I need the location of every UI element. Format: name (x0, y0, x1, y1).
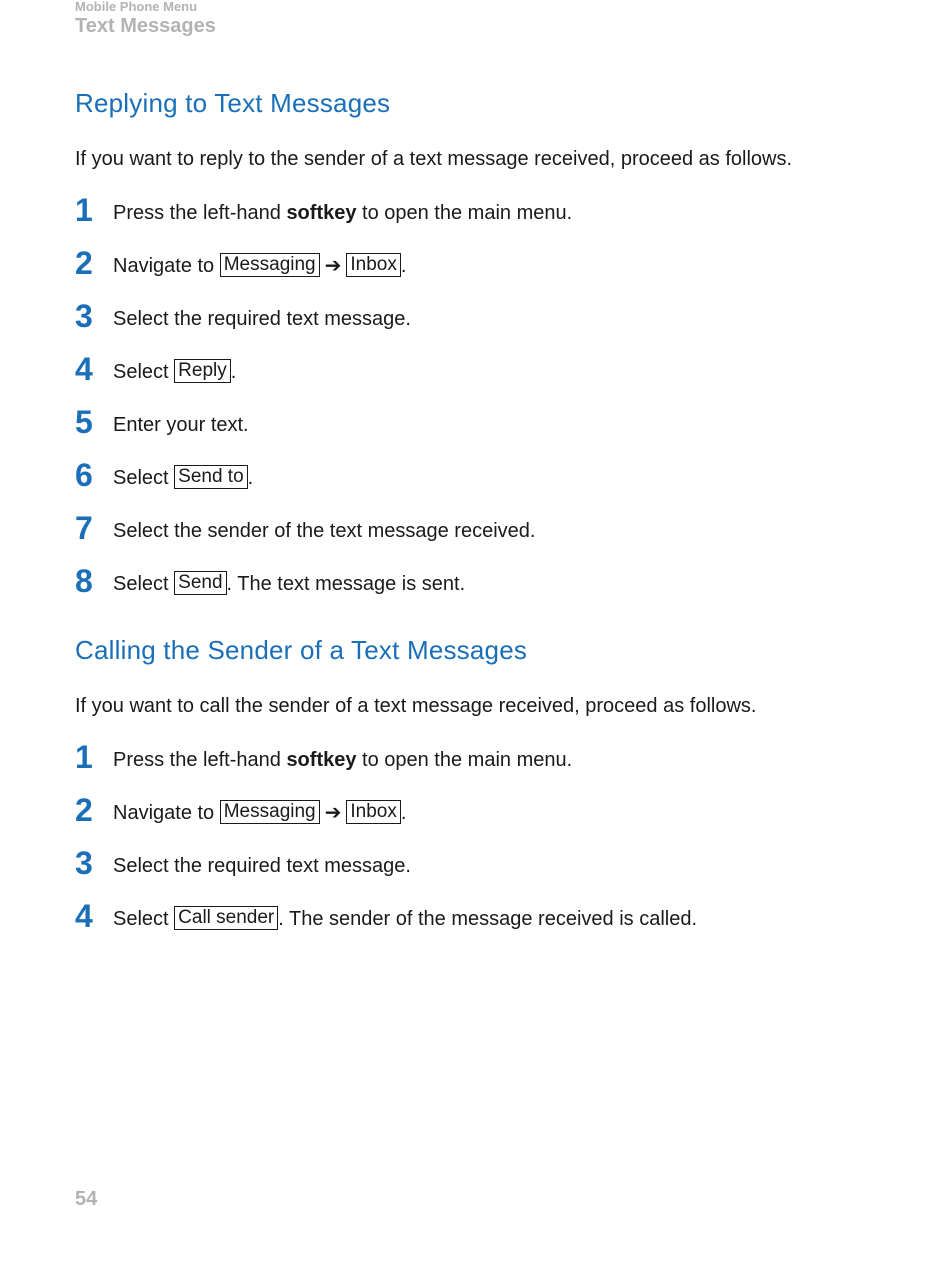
step-text: Select the sender of the text message received. (113, 520, 536, 542)
step-text: Navigate to Messaging ➔ Inbox . (113, 801, 407, 824)
step-text: Select Send . The text message is sent. (113, 572, 466, 595)
step-item (75, 846, 895, 880)
section-replying (75, 88, 895, 599)
step-text: Select the required text message. (113, 308, 411, 330)
menu-key-send-to: Send to (174, 465, 248, 489)
menu-key-inbox: Inbox (346, 800, 400, 824)
menu-key-reply: Reply (174, 359, 231, 383)
running-header-kicker: Mobile Phone Menu (75, 0, 198, 14)
step-item (75, 352, 895, 386)
running-header-title: Text Messages (75, 15, 216, 37)
menu-key-messaging: Messaging (220, 253, 320, 277)
step-item (75, 899, 895, 933)
step-number: 3 (75, 845, 93, 881)
arrow-right-icon: ➔ (324, 802, 342, 824)
softkey-label: softkey (286, 749, 357, 771)
section-calling-sender (75, 635, 895, 934)
step-text: Navigate to Messaging ➔ Inbox . (113, 254, 407, 277)
arrow-right-icon: ➔ (324, 255, 342, 277)
step-number: 1 (75, 739, 93, 775)
step-item (75, 246, 895, 280)
step-item (75, 740, 895, 774)
step-number: 4 (75, 351, 93, 387)
step-text: Select Reply . (113, 360, 237, 383)
section-intro: If you want to reply to the sender of a text message received, proceed as follows. (75, 148, 793, 170)
step-number: 2 (75, 245, 93, 281)
step-item (75, 564, 895, 598)
section-intro: If you want to call the sender of a text message received, proceed as follows. (75, 695, 757, 717)
step-item (75, 458, 895, 492)
step-item (75, 511, 895, 545)
page-number: 54 (75, 1188, 98, 1210)
step-number: 5 (75, 404, 93, 440)
step-text: Enter your text. (113, 414, 249, 436)
step-text: Select the required text message. (113, 855, 411, 877)
step-text: Select Call sender . The sender of the message received is called. (113, 907, 698, 930)
step-number: 8 (75, 563, 93, 599)
menu-key-call-sender: Call sender (174, 906, 278, 930)
step-number: 7 (75, 510, 93, 546)
step-item (75, 193, 895, 227)
step-number: 6 (75, 457, 93, 493)
step-number: 2 (75, 792, 93, 828)
step-item (75, 299, 895, 333)
step-text: Press the left-hand softkey to open the main menu. (113, 749, 573, 771)
step-text: Press the left-hand softkey to open the main menu. (113, 202, 573, 224)
step-text: Select Send to . (113, 466, 254, 489)
step-number: 4 (75, 898, 93, 934)
softkey-label: softkey (286, 202, 357, 224)
menu-key-send: Send (174, 571, 226, 595)
step-number: 1 (75, 192, 93, 228)
section-heading: Replying to Text Messages (75, 88, 391, 118)
step-item (75, 405, 895, 439)
menu-key-messaging: Messaging (220, 800, 320, 824)
menu-key-inbox: Inbox (346, 253, 400, 277)
step-number: 3 (75, 298, 93, 334)
section-heading: Calling the Sender of a Text Messages (75, 635, 528, 665)
step-item (75, 793, 895, 827)
